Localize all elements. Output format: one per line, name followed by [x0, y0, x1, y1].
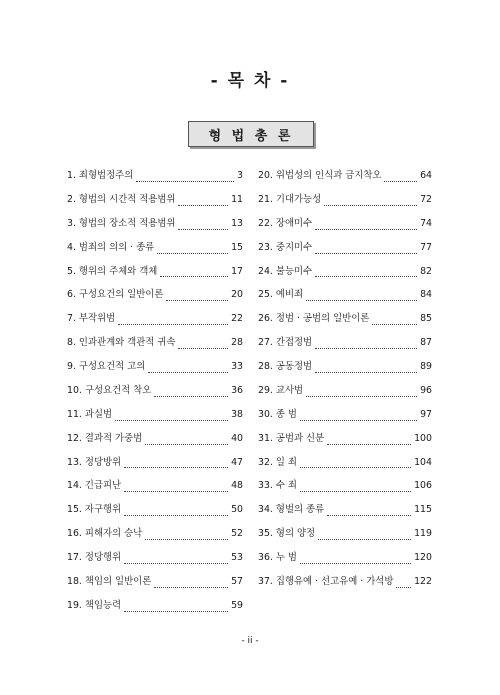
toc-leader-dots: [136, 180, 234, 182]
toc-entry-label: 11. 과실범: [67, 408, 113, 420]
toc-entry-page: 122: [414, 575, 432, 587]
toc-entry-label: 15. 자구행위: [67, 504, 122, 516]
toc-entry-label: 17. 정당행위: [67, 552, 122, 563]
toc-entry-label: 7. 부작위범: [67, 313, 116, 325]
toc-entry: [258, 191, 432, 215]
toc-leader-dots: [124, 514, 228, 516]
toc-entry-label: 33. 수 죄: [258, 480, 297, 492]
toc-leader-dots: [372, 323, 417, 325]
toc-entry-page: 36: [231, 384, 243, 396]
page-title: - 목 차 -: [210, 71, 290, 91]
toc-entry-label: 14. 긴급피난: [67, 480, 122, 492]
toc-entry: [258, 334, 432, 358]
toc-entry-label: 24. 불능미수: [258, 265, 313, 277]
toc-entry: [67, 167, 243, 191]
toc-entry-page: 77: [420, 241, 432, 253]
toc-entry-label: 27. 간접정범: [258, 337, 313, 349]
toc-entry-label: 37. 집행유예 · 선고유예 · 가석방: [258, 575, 394, 587]
toc-entry-label: 21. 기대가능성: [258, 193, 322, 205]
toc-entry-page: 3: [237, 170, 243, 181]
toc-entry-label: 19. 책임능력: [67, 599, 122, 611]
toc-entry-page: 50: [231, 504, 243, 516]
toc-leader-dots: [154, 586, 228, 588]
toc-leader-dots: [300, 562, 411, 564]
toc-leader-dots: [178, 347, 228, 349]
toc-entry-page: 87: [420, 337, 432, 349]
toc-entry: [67, 501, 243, 525]
toc-column-right: [258, 167, 432, 597]
toc-leader-dots: [306, 395, 417, 397]
toc-entry: [258, 525, 432, 549]
toc-entry-page: 64: [420, 170, 432, 181]
toc-entry-label: 9. 구성요건적 고의: [67, 361, 146, 372]
toc-entry-page: 84: [420, 289, 432, 301]
toc-entry-page: 120: [414, 552, 432, 563]
toc-leader-dots: [148, 371, 228, 373]
toc-entry-page: 82: [420, 265, 432, 277]
toc-leader-dots: [384, 180, 417, 182]
toc-entry-label: 23. 중지미수: [258, 241, 313, 253]
toc-entry-page: 38: [231, 408, 243, 420]
toc-entry: [67, 573, 243, 597]
toc-entry-label: 30. 종 범: [258, 408, 297, 420]
toc-entry-label: 12. 결과적 가중범: [67, 432, 143, 444]
toc-entry: [258, 573, 432, 597]
toc-entry: [258, 549, 432, 573]
toc-entry-page: 104: [414, 456, 432, 468]
section-heading-box: [188, 121, 314, 147]
toc-entry: [258, 215, 432, 239]
toc-entry-page: 72: [420, 193, 432, 205]
toc-entry: [258, 430, 432, 454]
toc-entry-label: 36. 누 범: [258, 552, 297, 563]
toc-entry-page: 47: [231, 456, 243, 468]
toc-entry-page: 28: [231, 337, 243, 349]
toc-leader-dots: [124, 490, 228, 492]
toc-entry: [258, 239, 432, 263]
toc-entry-page: 48: [231, 480, 243, 492]
toc-entry-page: 74: [420, 217, 432, 229]
toc-entry: [67, 430, 243, 454]
toc-entry-page: 17: [231, 265, 243, 277]
toc-entry: [67, 286, 243, 310]
toc-entry-page: 59: [231, 599, 243, 611]
toc-entry: [67, 358, 243, 382]
toc-entry-label: 32. 일 죄: [258, 456, 297, 468]
page-number: - ii -: [241, 636, 259, 646]
toc-entry-page: 40: [231, 432, 243, 444]
toc-leader-dots: [145, 538, 228, 540]
toc-entry: [67, 406, 243, 430]
toc-entry: [67, 382, 243, 406]
toc-entry-page: 57: [231, 575, 243, 587]
toc-entry: [258, 454, 432, 478]
toc-entry: [67, 239, 243, 263]
toc-entry-label: 1. 죄형법정주의: [67, 170, 134, 181]
toc-entry-page: 89: [420, 361, 432, 372]
toc-entry: [258, 382, 432, 406]
toc-entry-page: 119: [414, 528, 432, 540]
toc-leader-dots: [315, 252, 417, 254]
toc-entry: [258, 358, 432, 382]
toc-entry: [258, 406, 432, 430]
toc-entry-label: 10. 구성요건적 착오: [67, 384, 152, 396]
toc-leader-dots: [327, 443, 411, 445]
toc-leader-dots: [160, 275, 228, 277]
toc-entry: [67, 191, 243, 215]
toc-entry-label: 28. 공동정범: [258, 361, 313, 372]
toc-leader-dots: [124, 610, 228, 612]
toc-entry: [67, 549, 243, 573]
toc-leader-dots: [300, 419, 417, 421]
toc-entry: [67, 454, 243, 478]
toc-entry: [67, 334, 243, 358]
toc-leader-dots: [315, 275, 417, 277]
toc-leader-dots: [300, 490, 411, 492]
toc-leader-dots: [166, 299, 228, 301]
toc-entry-page: 85: [420, 313, 432, 325]
toc-leader-dots: [124, 562, 228, 564]
toc-entry-page: 33: [231, 361, 243, 372]
toc-leader-dots: [315, 347, 417, 349]
toc-leader-dots: [315, 371, 417, 373]
toc-leader-dots: [300, 466, 411, 468]
toc-leader-dots: [324, 204, 417, 206]
toc-entry-page: 53: [231, 552, 243, 563]
toc-entry-label: 34. 형벌의 종류: [258, 504, 325, 516]
toc-leader-dots: [118, 323, 228, 325]
toc-leader-dots: [115, 419, 228, 421]
toc-entry-page: 100: [414, 432, 432, 444]
toc-entry-label: 18. 책임의 일반이론: [67, 575, 152, 587]
toc-entry: [258, 477, 432, 501]
toc-leader-dots: [318, 538, 411, 540]
toc-entry-label: 29. 교사범: [258, 384, 304, 396]
toc-leader-dots: [178, 204, 228, 206]
toc-entry-label: 6. 구성요건의 일반이론: [67, 289, 164, 301]
toc-entry-label: 20. 위법성의 인식과 금지착오: [258, 170, 382, 181]
toc-entry-page: 11: [231, 193, 243, 205]
toc-entry-label: 4. 범죄의 의의 · 종류: [67, 241, 155, 253]
toc-leader-dots: [154, 395, 228, 397]
toc-leader-dots: [157, 252, 228, 254]
toc-entry: [67, 310, 243, 334]
toc-entry: [67, 215, 243, 239]
toc-leader-dots: [327, 514, 411, 516]
toc-entry-label: 16. 피해자의 승낙: [67, 528, 143, 540]
toc-entry-label: 5. 행위의 주체와 객체: [67, 265, 158, 277]
toc-leader-dots: [178, 228, 228, 230]
toc-leader-dots: [145, 443, 228, 445]
toc-entry-label: 35. 형의 양정: [258, 528, 316, 540]
toc-entry: [258, 263, 432, 287]
toc-entry-page: 115: [414, 504, 432, 516]
toc-leader-dots: [306, 299, 417, 301]
toc-entry: [67, 477, 243, 501]
toc-leader-dots: [124, 466, 228, 468]
toc-entry-label: 22. 장애미수: [258, 217, 313, 229]
toc-entry: [258, 286, 432, 310]
toc-entry: [258, 310, 432, 334]
toc-entry-label: 2. 형법의 시간적 적용범위: [67, 193, 176, 205]
section-heading: 형 법 총 론: [208, 128, 294, 144]
toc-entry: [258, 501, 432, 525]
toc-entry-page: 96: [420, 384, 432, 396]
toc-entry-label: 31. 공범과 신분: [258, 432, 325, 444]
toc-entry-label: 26. 정범 · 공범의 일반이론: [258, 313, 370, 325]
toc-entry-label: 3. 형법의 장소적 적용범위: [67, 217, 176, 229]
toc-entry-page: 52: [231, 528, 243, 540]
toc-leader-dots: [396, 586, 411, 588]
toc-leader-dots: [315, 228, 417, 230]
toc-entry-page: 20: [231, 289, 243, 301]
toc-entry-label: 25. 예비죄: [258, 289, 304, 301]
toc-entry-label: 8. 인과관계와 객관적 귀속: [67, 337, 176, 349]
toc-entry-page: 97: [420, 408, 432, 420]
toc-entry: [67, 525, 243, 549]
toc-entry-page: 106: [414, 480, 432, 492]
toc-entry-page: 13: [231, 217, 243, 229]
toc-entry: [67, 597, 243, 621]
toc-entry: [258, 167, 432, 191]
toc-entry-page: 22: [231, 313, 243, 325]
toc-entry: [67, 263, 243, 287]
toc-entry-label: 13. 정당방위: [67, 456, 122, 468]
toc-column-left: [67, 167, 243, 621]
toc-entry-page: 15: [231, 241, 243, 253]
